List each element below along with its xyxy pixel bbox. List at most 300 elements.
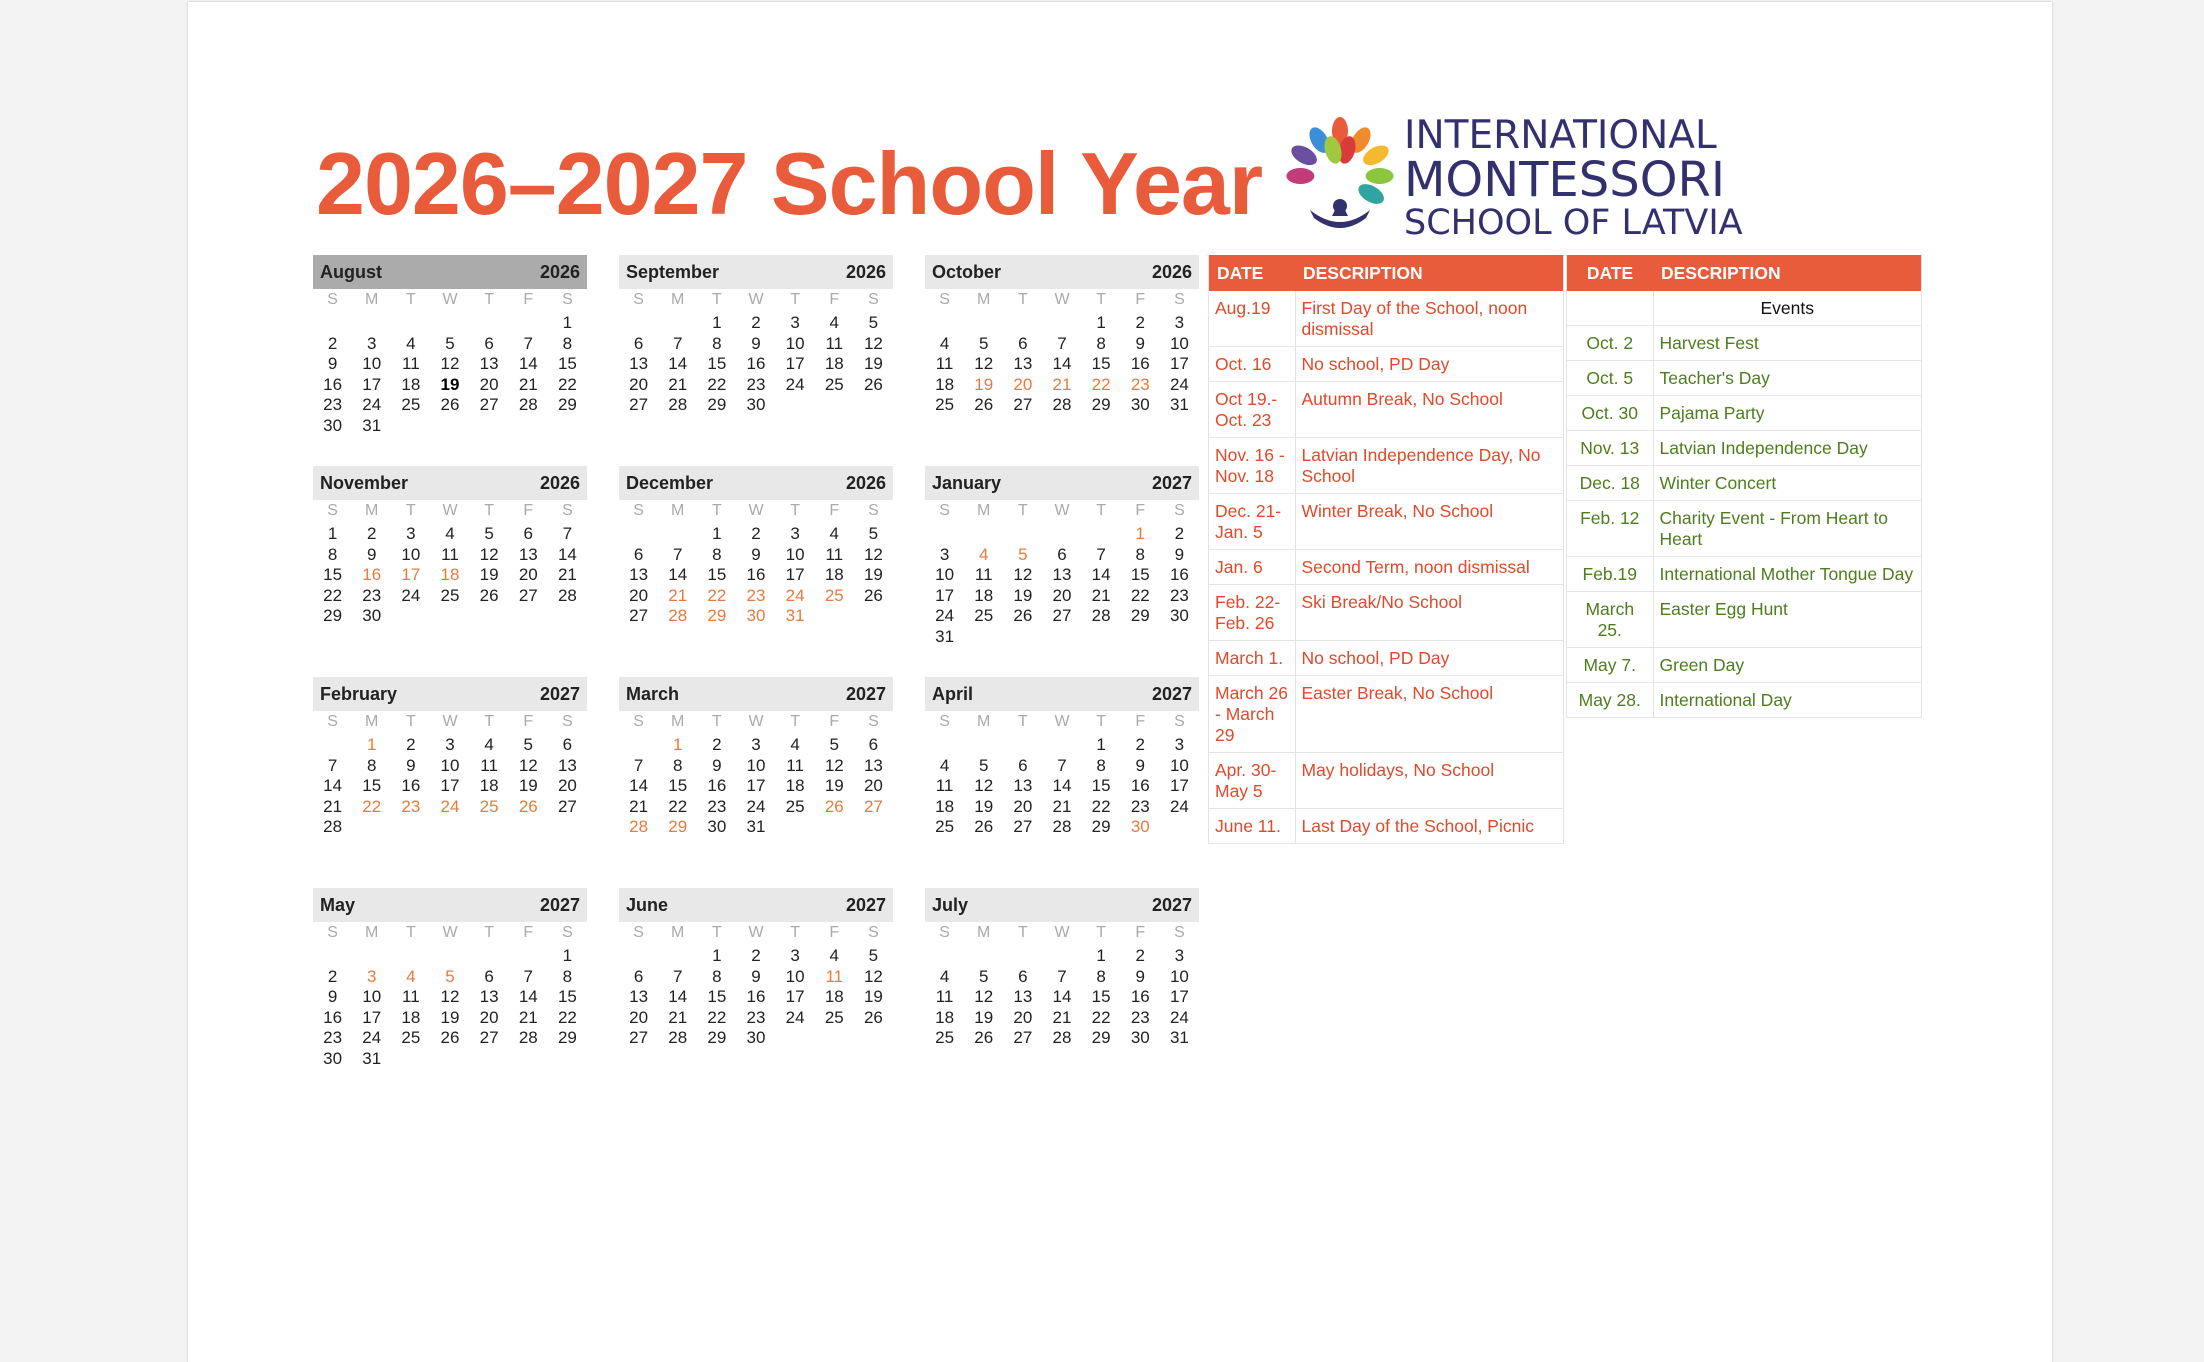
day-cell: 4 — [829, 313, 839, 332]
month-year: 2027 — [539, 894, 580, 915]
weekday-label: T — [484, 713, 495, 730]
empty-day — [1003, 313, 1042, 334]
day-cell: 1 — [366, 735, 377, 754]
day-cell: 3 — [790, 524, 800, 543]
empty-day — [1003, 946, 1042, 967]
holiday-row — [1209, 641, 1564, 676]
weekday-label: S — [327, 924, 338, 941]
day-cell: 26 — [1013, 606, 1033, 626]
weekday-label: F — [523, 502, 534, 519]
empty-day — [1042, 735, 1081, 756]
day-cell: 30 — [1169, 606, 1189, 626]
month-name: June — [626, 894, 669, 915]
day-cell: 16 — [323, 374, 343, 394]
day-cell: 16 — [746, 987, 766, 1007]
day-cell: 1 — [562, 313, 573, 332]
events-section-row — [1567, 291, 1922, 326]
holiday-date: Dec. 21- Jan. 5 — [1209, 494, 1296, 550]
day-cell: 22 — [362, 796, 382, 816]
day-cell: 25 — [824, 374, 844, 394]
day-cell: 20 — [479, 1007, 499, 1027]
day-cell: 10 — [1169, 755, 1189, 775]
weekday-row — [313, 289, 587, 311]
day-cell: 29 — [1091, 817, 1111, 837]
day-cell: 11 — [825, 544, 844, 564]
day-cell: 26 — [974, 1028, 994, 1048]
days-grid — [619, 735, 893, 838]
weekday-label: S — [562, 291, 573, 308]
day-cell: 20 — [863, 776, 883, 796]
day-cell: 15 — [557, 354, 577, 374]
event-row — [1567, 557, 1922, 592]
month-year: 2026 — [1151, 261, 1192, 282]
month-header — [925, 466, 1199, 500]
weekday-label: S — [633, 291, 644, 308]
month-header — [313, 888, 587, 922]
month-header — [619, 888, 893, 922]
month-august — [313, 255, 587, 437]
day-cell: 5 — [1018, 544, 1028, 564]
day-cell: 11 — [825, 333, 844, 353]
day-cell: 28 — [1052, 395, 1072, 415]
event-row — [1567, 361, 1922, 396]
weekday-label: T — [405, 502, 416, 519]
day-cell: 15 — [1091, 776, 1111, 796]
day-cell: 8 — [327, 544, 338, 564]
day-cell: 11 — [935, 987, 954, 1007]
weekday-label: F — [1135, 502, 1146, 519]
day-cell: 22 — [1130, 585, 1150, 605]
day-cell: 2 — [751, 946, 761, 965]
day-cell: 25 — [401, 395, 421, 415]
holiday-date: Apr. 30- May 5 — [1209, 753, 1296, 809]
day-cell: 10 — [785, 544, 805, 564]
day-cell: 18 — [935, 1007, 955, 1027]
day-cell: 4 — [484, 735, 494, 754]
day-cell: 27 — [1052, 606, 1072, 626]
weekday-label: F — [829, 502, 840, 519]
day-cell: 17 — [1169, 987, 1189, 1007]
events-table — [1566, 255, 1922, 718]
day-cell: 13 — [629, 565, 649, 585]
day-cell: 31 — [362, 415, 382, 435]
weekday-label: S — [939, 291, 950, 308]
day-cell: 11 — [402, 354, 420, 374]
empty-day — [470, 946, 509, 967]
weekday-label: M — [671, 291, 685, 308]
day-cell: 4 — [790, 735, 800, 754]
weekday-label: T — [405, 291, 416, 308]
day-cell: 6 — [633, 966, 644, 986]
holiday-row — [1209, 753, 1564, 809]
holiday-date: Feb. 22- Feb. 26 — [1209, 585, 1296, 641]
holiday-description: No school, PD Day — [1295, 641, 1564, 676]
day-cell: 15 — [707, 354, 727, 374]
empty-day — [313, 313, 352, 334]
weekday-label: S — [633, 502, 644, 519]
day-cell: 21 — [668, 585, 688, 605]
event-description: International Day — [1653, 683, 1922, 718]
month-november — [313, 466, 587, 627]
day-cell: 23 — [1130, 1007, 1150, 1027]
day-cell: 16 — [1130, 987, 1150, 1007]
event-date: March 25. — [1567, 592, 1654, 648]
day-cell: 9 — [751, 966, 761, 986]
day-cell: 24 — [746, 796, 766, 816]
empty-day — [964, 524, 1003, 545]
weekday-label: W — [748, 502, 764, 519]
document-page — [188, 2, 2052, 1362]
event-row — [1567, 326, 1922, 361]
empty-day — [470, 313, 509, 334]
day-cell: 21 — [518, 1007, 538, 1027]
weekday-label: S — [327, 291, 338, 308]
month-year: 2027 — [1151, 683, 1192, 704]
empty-day — [619, 946, 658, 967]
month-name: September — [626, 261, 720, 282]
day-cell: 31 — [1169, 1028, 1189, 1048]
weekday-label: S — [1174, 502, 1185, 519]
day-cell: 1 — [712, 313, 722, 332]
day-cell: 20 — [629, 585, 649, 605]
day-cell: 1 — [1135, 524, 1145, 543]
day-cell: 3 — [1174, 735, 1185, 754]
day-cell: 5 — [445, 333, 455, 353]
day-cell: 12 — [1013, 565, 1033, 585]
weekday-label: S — [562, 924, 573, 941]
day-cell: 9 — [751, 544, 761, 564]
event-description: Pajama Party — [1653, 396, 1922, 431]
tree-logo-icon — [1280, 114, 1400, 244]
day-cell: 18 — [401, 374, 421, 394]
weekday-label: T — [790, 924, 801, 941]
day-cell: 24 — [440, 796, 460, 816]
day-cell: 13 — [1013, 776, 1033, 796]
day-cell: 22 — [1091, 1007, 1111, 1027]
event-description: Easter Egg Hunt — [1653, 592, 1922, 648]
days-grid — [619, 313, 893, 416]
month-header — [313, 677, 587, 711]
day-cell: 1 — [1096, 735, 1106, 754]
day-cell: 24 — [362, 1028, 382, 1048]
day-cell: 29 — [1130, 606, 1150, 626]
logo-line-3: SCHOOL OF LATVIA — [1404, 203, 1743, 243]
month-june — [619, 888, 893, 1049]
day-cell: 8 — [712, 333, 722, 353]
empty-day — [658, 946, 697, 967]
month-header — [313, 255, 587, 289]
month-year: 2026 — [845, 472, 886, 493]
day-cell: 2 — [327, 333, 338, 353]
day-cell: 17 — [785, 987, 805, 1007]
day-cell: 2 — [1135, 946, 1145, 965]
day-cell: 20 — [629, 1007, 649, 1027]
day-cell: 24 — [1169, 1007, 1189, 1027]
day-cell: 8 — [712, 544, 722, 564]
day-cell: 12 — [974, 776, 994, 796]
day-cell: 16 — [746, 565, 766, 585]
day-cell: 8 — [1096, 333, 1106, 353]
day-cell: 15 — [1130, 565, 1150, 585]
day-cell: 29 — [707, 606, 727, 626]
holiday-description: Second Term, noon dismissal — [1295, 550, 1564, 585]
days-grid — [925, 735, 1199, 838]
logo-line-1: INTERNATIONAL — [1404, 113, 1717, 158]
day-cell: 19 — [479, 565, 499, 585]
day-cell: 19 — [440, 1007, 460, 1027]
empty-day — [1082, 524, 1121, 545]
day-cell: 6 — [1018, 333, 1028, 353]
day-cell: 7 — [1057, 755, 1067, 775]
day-cell: 7 — [1057, 333, 1067, 353]
day-cell: 14 — [668, 565, 688, 585]
day-cell: 27 — [629, 1028, 649, 1048]
day-cell: 21 — [629, 796, 649, 816]
day-cell: 25 — [935, 395, 955, 415]
weekday-label: S — [327, 713, 338, 730]
days-grid — [313, 946, 587, 1070]
day-cell: 21 — [323, 796, 343, 816]
month-year: 2027 — [845, 683, 886, 704]
day-cell: 16 — [707, 776, 727, 796]
day-cell: 3 — [790, 313, 800, 332]
day-cell: 4 — [406, 333, 416, 353]
day-cell: 26 — [863, 374, 883, 394]
day-cell: 22 — [557, 374, 577, 394]
event-row — [1567, 431, 1922, 466]
holiday-description: Easter Break, No School — [1295, 676, 1564, 753]
event-description: International Mother Tongue Day — [1653, 557, 1922, 592]
day-cell: 28 — [668, 1028, 688, 1048]
day-cell: 20 — [479, 374, 499, 394]
weekday-label: S — [939, 502, 950, 519]
empty-day — [391, 313, 430, 334]
holidays-date-header: DATE — [1209, 255, 1296, 291]
day-cell: 17 — [935, 585, 955, 605]
weekday-label: T — [1017, 291, 1028, 308]
day-cell: 8 — [366, 755, 377, 775]
day-cell: 2 — [1174, 524, 1185, 543]
day-cell: 18 — [401, 1007, 421, 1027]
holidays-description-header: DESCRIPTION — [1295, 255, 1564, 291]
empty-day — [1042, 946, 1081, 967]
empty-day — [352, 313, 391, 334]
day-cell: 1 — [1096, 313, 1106, 332]
days-grid — [619, 524, 893, 627]
day-cell: 20 — [557, 776, 577, 796]
day-cell: 16 — [401, 776, 421, 796]
weekday-label: T — [405, 713, 416, 730]
holiday-row — [1209, 382, 1564, 438]
day-cell: 27 — [557, 796, 577, 816]
day-cell: 31 — [362, 1048, 382, 1068]
weekday-label: T — [711, 291, 722, 308]
empty-day — [1003, 524, 1042, 545]
weekday-row — [619, 289, 893, 311]
day-cell: 1 — [712, 946, 722, 965]
day-cell: 12 — [863, 333, 883, 353]
day-cell: 8 — [1135, 544, 1145, 564]
weekday-label: M — [365, 502, 379, 519]
day-cell: 4 — [939, 333, 950, 353]
day-cell: 28 — [629, 817, 649, 837]
event-row — [1567, 683, 1922, 718]
event-date: Feb. 12 — [1567, 501, 1654, 557]
day-cell: 24 — [1169, 796, 1189, 816]
day-cell: 5 — [445, 966, 455, 986]
day-cell: 18 — [935, 374, 955, 394]
day-cell: 3 — [751, 735, 761, 754]
day-cell: 6 — [1057, 544, 1067, 564]
day-cell: 20 — [518, 565, 538, 585]
empty-day — [509, 946, 548, 967]
day-cell: 7 — [672, 544, 683, 564]
event-row — [1567, 501, 1922, 557]
day-cell: 19 — [974, 374, 994, 394]
event-row — [1567, 396, 1922, 431]
day-cell: 13 — [1013, 987, 1033, 1007]
day-cell: 29 — [557, 395, 577, 415]
day-cell: 12 — [824, 755, 844, 775]
event-date: Dec. 18 — [1567, 466, 1654, 501]
empty-day — [430, 946, 469, 967]
weekday-label: S — [327, 502, 338, 519]
event-description: Winter Concert — [1653, 466, 1922, 501]
day-cell: 26 — [518, 796, 538, 816]
day-cell: 25 — [824, 585, 844, 605]
logo-line-2: MONTESSORI — [1404, 152, 1725, 208]
day-cell: 15 — [668, 776, 688, 796]
day-cell: 4 — [939, 966, 950, 986]
day-cell: 9 — [712, 755, 722, 775]
day-cell: 9 — [1174, 544, 1185, 564]
day-cell: 16 — [1169, 565, 1189, 585]
day-cell: 23 — [362, 585, 382, 605]
weekday-label: S — [868, 924, 879, 941]
day-cell: 13 — [1013, 354, 1033, 374]
empty-day — [925, 946, 964, 967]
day-cell: 15 — [557, 987, 577, 1007]
day-cell: 23 — [401, 796, 421, 816]
day-cell: 6 — [633, 544, 644, 564]
empty-day — [658, 313, 697, 334]
days-grid — [925, 524, 1199, 648]
day-cell: 14 — [668, 987, 688, 1007]
month-year: 2026 — [539, 472, 580, 493]
day-cell: 24 — [785, 1007, 805, 1027]
month-header — [925, 888, 1199, 922]
event-date: Feb.19 — [1567, 557, 1654, 592]
day-cell: 17 — [746, 776, 766, 796]
month-january — [925, 466, 1199, 648]
day-cell: 3 — [1174, 313, 1185, 332]
day-cell: 9 — [1135, 755, 1145, 775]
day-cell: 17 — [785, 354, 805, 374]
holiday-description: May holidays, No School — [1295, 753, 1564, 809]
day-cell: 30 — [1130, 395, 1150, 415]
month-header — [925, 677, 1199, 711]
weekday-label: S — [562, 502, 573, 519]
day-cell: 5 — [868, 946, 879, 965]
event-description: Latvian Independence Day — [1653, 431, 1922, 466]
day-cell: 19 — [863, 565, 883, 585]
weekday-label: S — [562, 713, 573, 730]
day-cell: 8 — [712, 966, 722, 986]
day-cell: 20 — [1013, 796, 1033, 816]
day-cell: 19 — [863, 354, 883, 374]
day-cell: 9 — [366, 544, 377, 564]
day-cell: 23 — [746, 374, 766, 394]
day-cell: 15 — [362, 776, 382, 796]
weekday-label: T — [484, 502, 495, 519]
day-cell: 18 — [479, 776, 499, 796]
day-cell: 9 — [751, 333, 761, 353]
day-cell: 22 — [707, 374, 727, 394]
weekday-label: F — [1135, 713, 1146, 730]
month-may — [313, 888, 587, 1070]
day-cell: 28 — [1052, 1028, 1072, 1048]
weekday-label: W — [442, 924, 458, 941]
month-march — [619, 677, 893, 838]
day-cell: 8 — [562, 966, 573, 986]
day-cell: 7 — [327, 755, 338, 775]
empty-day — [964, 313, 1003, 334]
holiday-date: Nov. 16 - Nov. 18 — [1209, 438, 1296, 494]
holiday-date: Aug.19 — [1209, 291, 1296, 347]
weekday-label: T — [1096, 924, 1107, 941]
weekday-label: T — [1017, 502, 1028, 519]
day-cell: 21 — [518, 374, 538, 394]
day-cell: 2 — [327, 966, 338, 986]
event-description: Teacher's Day — [1653, 361, 1922, 396]
day-cell: 4 — [978, 544, 989, 564]
day-cell: 12 — [974, 354, 994, 374]
day-cell: 24 — [401, 585, 421, 605]
day-cell: 17 — [1169, 776, 1189, 796]
weekday-label: S — [868, 502, 879, 519]
day-cell: 14 — [1091, 565, 1111, 585]
day-cell: 3 — [790, 946, 800, 965]
weekday-label: T — [790, 291, 801, 308]
day-cell: 29 — [1091, 395, 1111, 415]
day-cell: 23 — [746, 1007, 766, 1027]
day-cell: 26 — [440, 1028, 460, 1048]
empty-day — [619, 735, 658, 756]
weekday-row — [313, 711, 587, 733]
day-cell: 9 — [1135, 333, 1145, 353]
holiday-date: Oct 19.- Oct. 23 — [1209, 382, 1296, 438]
day-cell: 9 — [406, 755, 416, 775]
day-cell: 16 — [746, 354, 766, 374]
day-cell: 12 — [974, 987, 994, 1007]
day-cell: 5 — [978, 755, 989, 775]
weekday-label: S — [1174, 713, 1185, 730]
month-header — [925, 255, 1199, 289]
day-cell: 10 — [746, 755, 766, 775]
day-cell: 22 — [668, 796, 688, 816]
day-cell: 30 — [1130, 1028, 1150, 1048]
month-july — [925, 888, 1199, 1049]
day-cell: 28 — [1052, 817, 1072, 837]
day-cell: 8 — [1096, 755, 1106, 775]
day-cell: 6 — [868, 735, 879, 754]
day-cell: 22 — [1091, 374, 1111, 394]
holiday-row — [1209, 438, 1564, 494]
day-cell: 17 — [362, 1007, 382, 1027]
day-cell: 9 — [327, 987, 338, 1007]
weekday-label: M — [977, 713, 991, 730]
weekday-label: S — [633, 713, 644, 730]
